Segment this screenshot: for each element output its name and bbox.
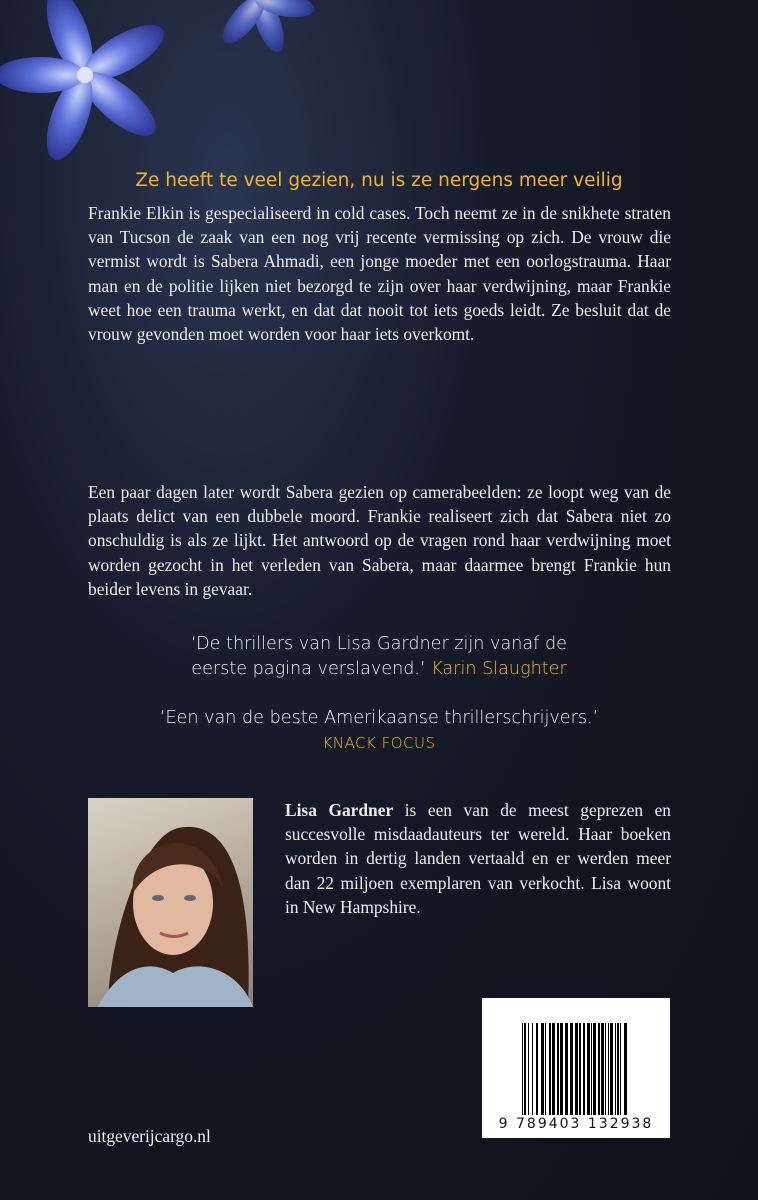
barcode-bar — [528, 1023, 529, 1115]
barcode-bar — [545, 1023, 546, 1115]
tagline: Ze heeft te veel gezien, nu is ze nergens meer veilig — [135, 170, 623, 191]
barcode-bar — [557, 1023, 559, 1115]
barcode-bar — [617, 1023, 619, 1115]
author-bio-text: is een van de meest geprezen en succesvolle misdaadauteurs ter wereld. Haar boeken worden in dertig landen vertaald en er werden meer dan 22 miljoen exemplaren van verkocht. Lisa woont in New Hampshire. — [285, 800, 671, 917]
barcode-bar — [587, 1023, 590, 1115]
barcode-bar — [624, 1023, 627, 1115]
author-bio — [285, 798, 671, 919]
quote-source: KNACK FOCUS — [322, 733, 436, 752]
blurb-paragraph: Een paar dagen later wordt Sabera gezien op camerabeelden: ze loopt weg van de plaats delict van een dubbele moord. Frankie realiseert zich dat Sabera niet zo onschuldig is als ze lijkt. Het antwoord op de vragen rond haar verdwijning moet worden gezocht in het verleden van Sabera, maar daarmee brengt Frankie hun beider levens in gevaar. — [88, 482, 671, 599]
barcode-bar — [524, 1023, 526, 1115]
barcode-bar — [610, 1023, 613, 1115]
barcode-bar — [608, 1023, 609, 1115]
barcode-bar — [598, 1023, 600, 1115]
barcode-bar — [620, 1023, 621, 1115]
barcode-bar — [522, 1023, 523, 1115]
author-photo — [88, 798, 253, 1007]
barcode-bar — [605, 1023, 606, 1115]
isbn-number: 9 789403 132938 — [498, 1116, 654, 1132]
barcode-bar — [549, 1023, 551, 1115]
barcode-bar — [615, 1023, 616, 1115]
barcode-bar — [532, 1023, 533, 1115]
quote-source: Karin Slaughter — [431, 658, 567, 679]
barcode-bar — [583, 1023, 585, 1115]
quote-text: ‘Een van de beste Amerikaanse thrillerschrijvers.’ — [159, 708, 599, 728]
review-quote — [0, 706, 758, 755]
barcode-bar — [541, 1023, 544, 1115]
barcode-bar — [570, 1023, 573, 1115]
barcode-bar — [601, 1023, 604, 1115]
barcode-bar — [565, 1023, 568, 1115]
quote-text: ‘De thrillers van Lisa Gardner zijn vanaf de eerste pagina verslavend.’ — [191, 634, 567, 679]
barcode-bar — [591, 1023, 592, 1115]
blurb-paragraph: Frankie Elkin is gespecialiseerd in cold cases. Toch neemt ze in de snikhete straten van Tucson de zaak van een nog vrij recente vermissing op zich. De vrouw die vermist wordt is Sabera Ahmadi, een jonge moeder met een oorlogstrauma. Haar man en de politie lijken niet bezorgd te zijn over haar verdwijning, maar Frankie weet hoe een trauma werkt, en dat dat nooit tot iets goeds leidt. Ze besluit dat de vrouw gevonden moet worden voor haar iets overkomt. — [88, 203, 671, 345]
review-quote — [0, 632, 758, 681]
barcode-bar — [575, 1023, 578, 1115]
author-name: Lisa Gardner — [285, 800, 394, 820]
barcode-bar — [579, 1023, 581, 1115]
barcode-bar — [560, 1023, 563, 1115]
isbn-barcode — [482, 998, 670, 1138]
barcode-bar — [593, 1023, 596, 1115]
barcode-bar — [536, 1023, 538, 1115]
barcode-bar — [552, 1023, 555, 1115]
publisher-website[interactable]: uitgeverijcargo.nl — [88, 1126, 211, 1146]
